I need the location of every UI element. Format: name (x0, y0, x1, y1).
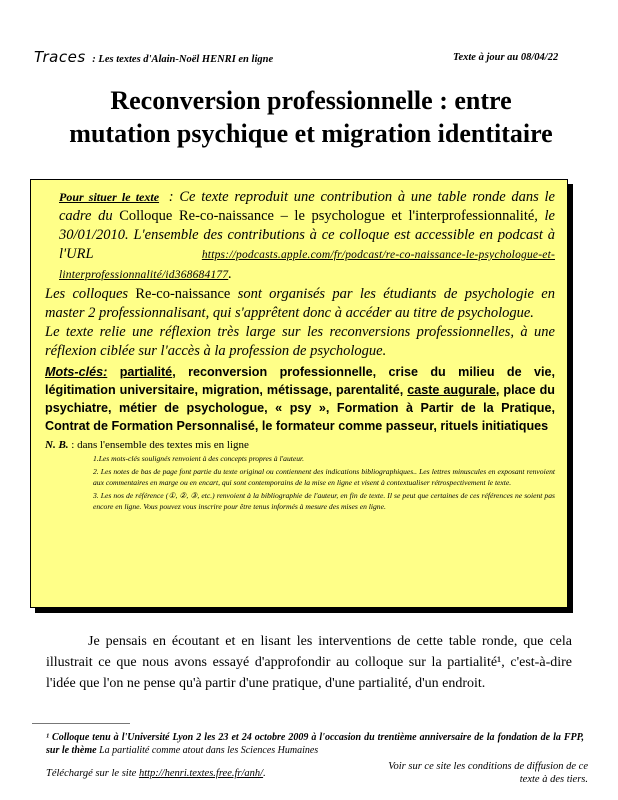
keyword-caste-augurale: caste augurale (407, 383, 496, 397)
body-paragraph: Je pensais en écoutant et en lisant les interventions de cette table ronde, que cela illustrait ce que nous avons essayé d'approfondir au colloque sur la partialité¹, c'est-à-dire l'idée que l'on ne pense qu'à partir d'une pratique, d'une partialité, d'un endroit. (46, 634, 572, 691)
p2-text-2: sont organisés par les étudiants de psychologie en master 2 professionnalisant, qui s'apprêtent donc à accéder au titre de psychologue. (45, 286, 555, 321)
scope-paragraph: Le texte relie une réflexion très large sur les reconversions professionnelles, à une réflexion ciblée sur l'accès à la profession de psychologue. (45, 324, 555, 359)
p2-text-1: Les colloques (45, 286, 136, 302)
nb-note-1: 1.Les mots-clés soulignés renvoient à des concepts propres à l'auteur. (93, 454, 305, 463)
colloque-name: Colloque Re-co-naissance – le psychologue et l'interprofessionnalité (119, 208, 535, 224)
nb-text: : dans l'ensemble des textes mis en ligne (68, 439, 249, 451)
intro-paragraph: Pour situer le texte : Ce texte reproduit une contribution à une table ronde dans le cadre du Colloque Re-co-naissance – le psychologue et l'interprofessionnalité, le 30/01/2010. L'ensemble des contributions à ce colloque est accessible en podcast à l'URL https://podcasts.apple.com/fr/podcast/re-co-naissance-le-psychologue-et-linterprofessionnalité/id368684177. (59, 189, 555, 282)
title-line-1: Reconversion professionnelle : entre (110, 86, 512, 115)
intro-label: Pour situer le texte (59, 190, 160, 204)
footer-conditions: Voir sur ce site les conditions de diffusion de ce texte à des tiers. (388, 761, 588, 785)
context-box-content (45, 188, 555, 514)
page-title (30, 84, 592, 150)
intro-text-2: , le 30/01/2010. L'ensemble des contributions à ce colloque est accessible en podcast à l'URL (59, 208, 555, 262)
nb-note-3: 3. Les nos de référence (①, ②, ③, etc.) renvoient à la bibliographie de l'auteur, en fin de texte. Il se peut que certaines de ces références ne soient pas encore en ligne. Vous pouvez vous inscrire pour être tenus informés à mesure des mises en ligne. (93, 490, 555, 511)
footer-download (46, 768, 266, 779)
keyword-partialite: partialité (119, 365, 173, 379)
nb-label: N. B. (45, 439, 69, 451)
header-left (34, 48, 273, 66)
footer-site-suffix: . (263, 768, 266, 779)
header-subtitle: : Les textes d'Alain-Noël HENRI en ligne (92, 54, 274, 65)
intro-text-1: : Ce texte reproduit une contribution à une table ronde dans le cadre du (59, 189, 555, 224)
nb-notes (45, 453, 555, 513)
brand-logo: Traces (34, 48, 86, 66)
site-link[interactable]: http://henri.textes.free.fr/anh/ (138, 768, 264, 779)
footnote-1 (46, 731, 584, 757)
keywords-part-4: , place du psychiatre, métier de psychologue, « psy », Formation à Partir de la Pratique, Contrat de Formation Personnalisé, le formateur comme passeur, rituels initiatiques (45, 383, 555, 433)
keywords-paragraph (45, 363, 555, 435)
footer-download-text: Téléchargé sur le site (46, 768, 139, 779)
context-box (30, 179, 568, 608)
footnote-text-1: ¹ Colloque tenu à l'Université Lyon 2 les 23 et 24 octobre 2009 à l'occasion du trentième anniversaire de la fondation de la FPP, sur le thème (46, 732, 584, 756)
keywords-label: Mots-clés: (45, 365, 108, 379)
title-line-2: mutation psychique et migration identitaire (69, 119, 553, 148)
podcast-link[interactable]: https://podcasts.apple.com/fr/podcast/re-co-naissance-le-psychologue-et-linterprofessionnalité/id368684177 (59, 249, 555, 281)
header-updated: Texte à jour au 08/04/22 (453, 52, 559, 63)
nb-note-2: 2. Les notes de bas de page font partie du texte original ou contiennent des indications bibliographiques.. Les lettres minuscules en exposant renvoient aux commentaires en marge ou en encart, qui sont contemporains de la mise en ligne et visent à contextualiser rétrospectivement le texte. (93, 466, 555, 487)
nb-heading (45, 439, 555, 451)
footnote-divider (32, 723, 130, 724)
colloques-paragraph (45, 285, 555, 323)
keywords-part-2: , reconversion professionnelle, crise du milieu de vie, légitimation universitaire, migration, métissage, parentalité, (45, 365, 555, 397)
footnote-theme: La partialité comme atout dans les Sciences Humaines (99, 745, 319, 756)
p2-name: Re-co-naissance (135, 286, 231, 302)
